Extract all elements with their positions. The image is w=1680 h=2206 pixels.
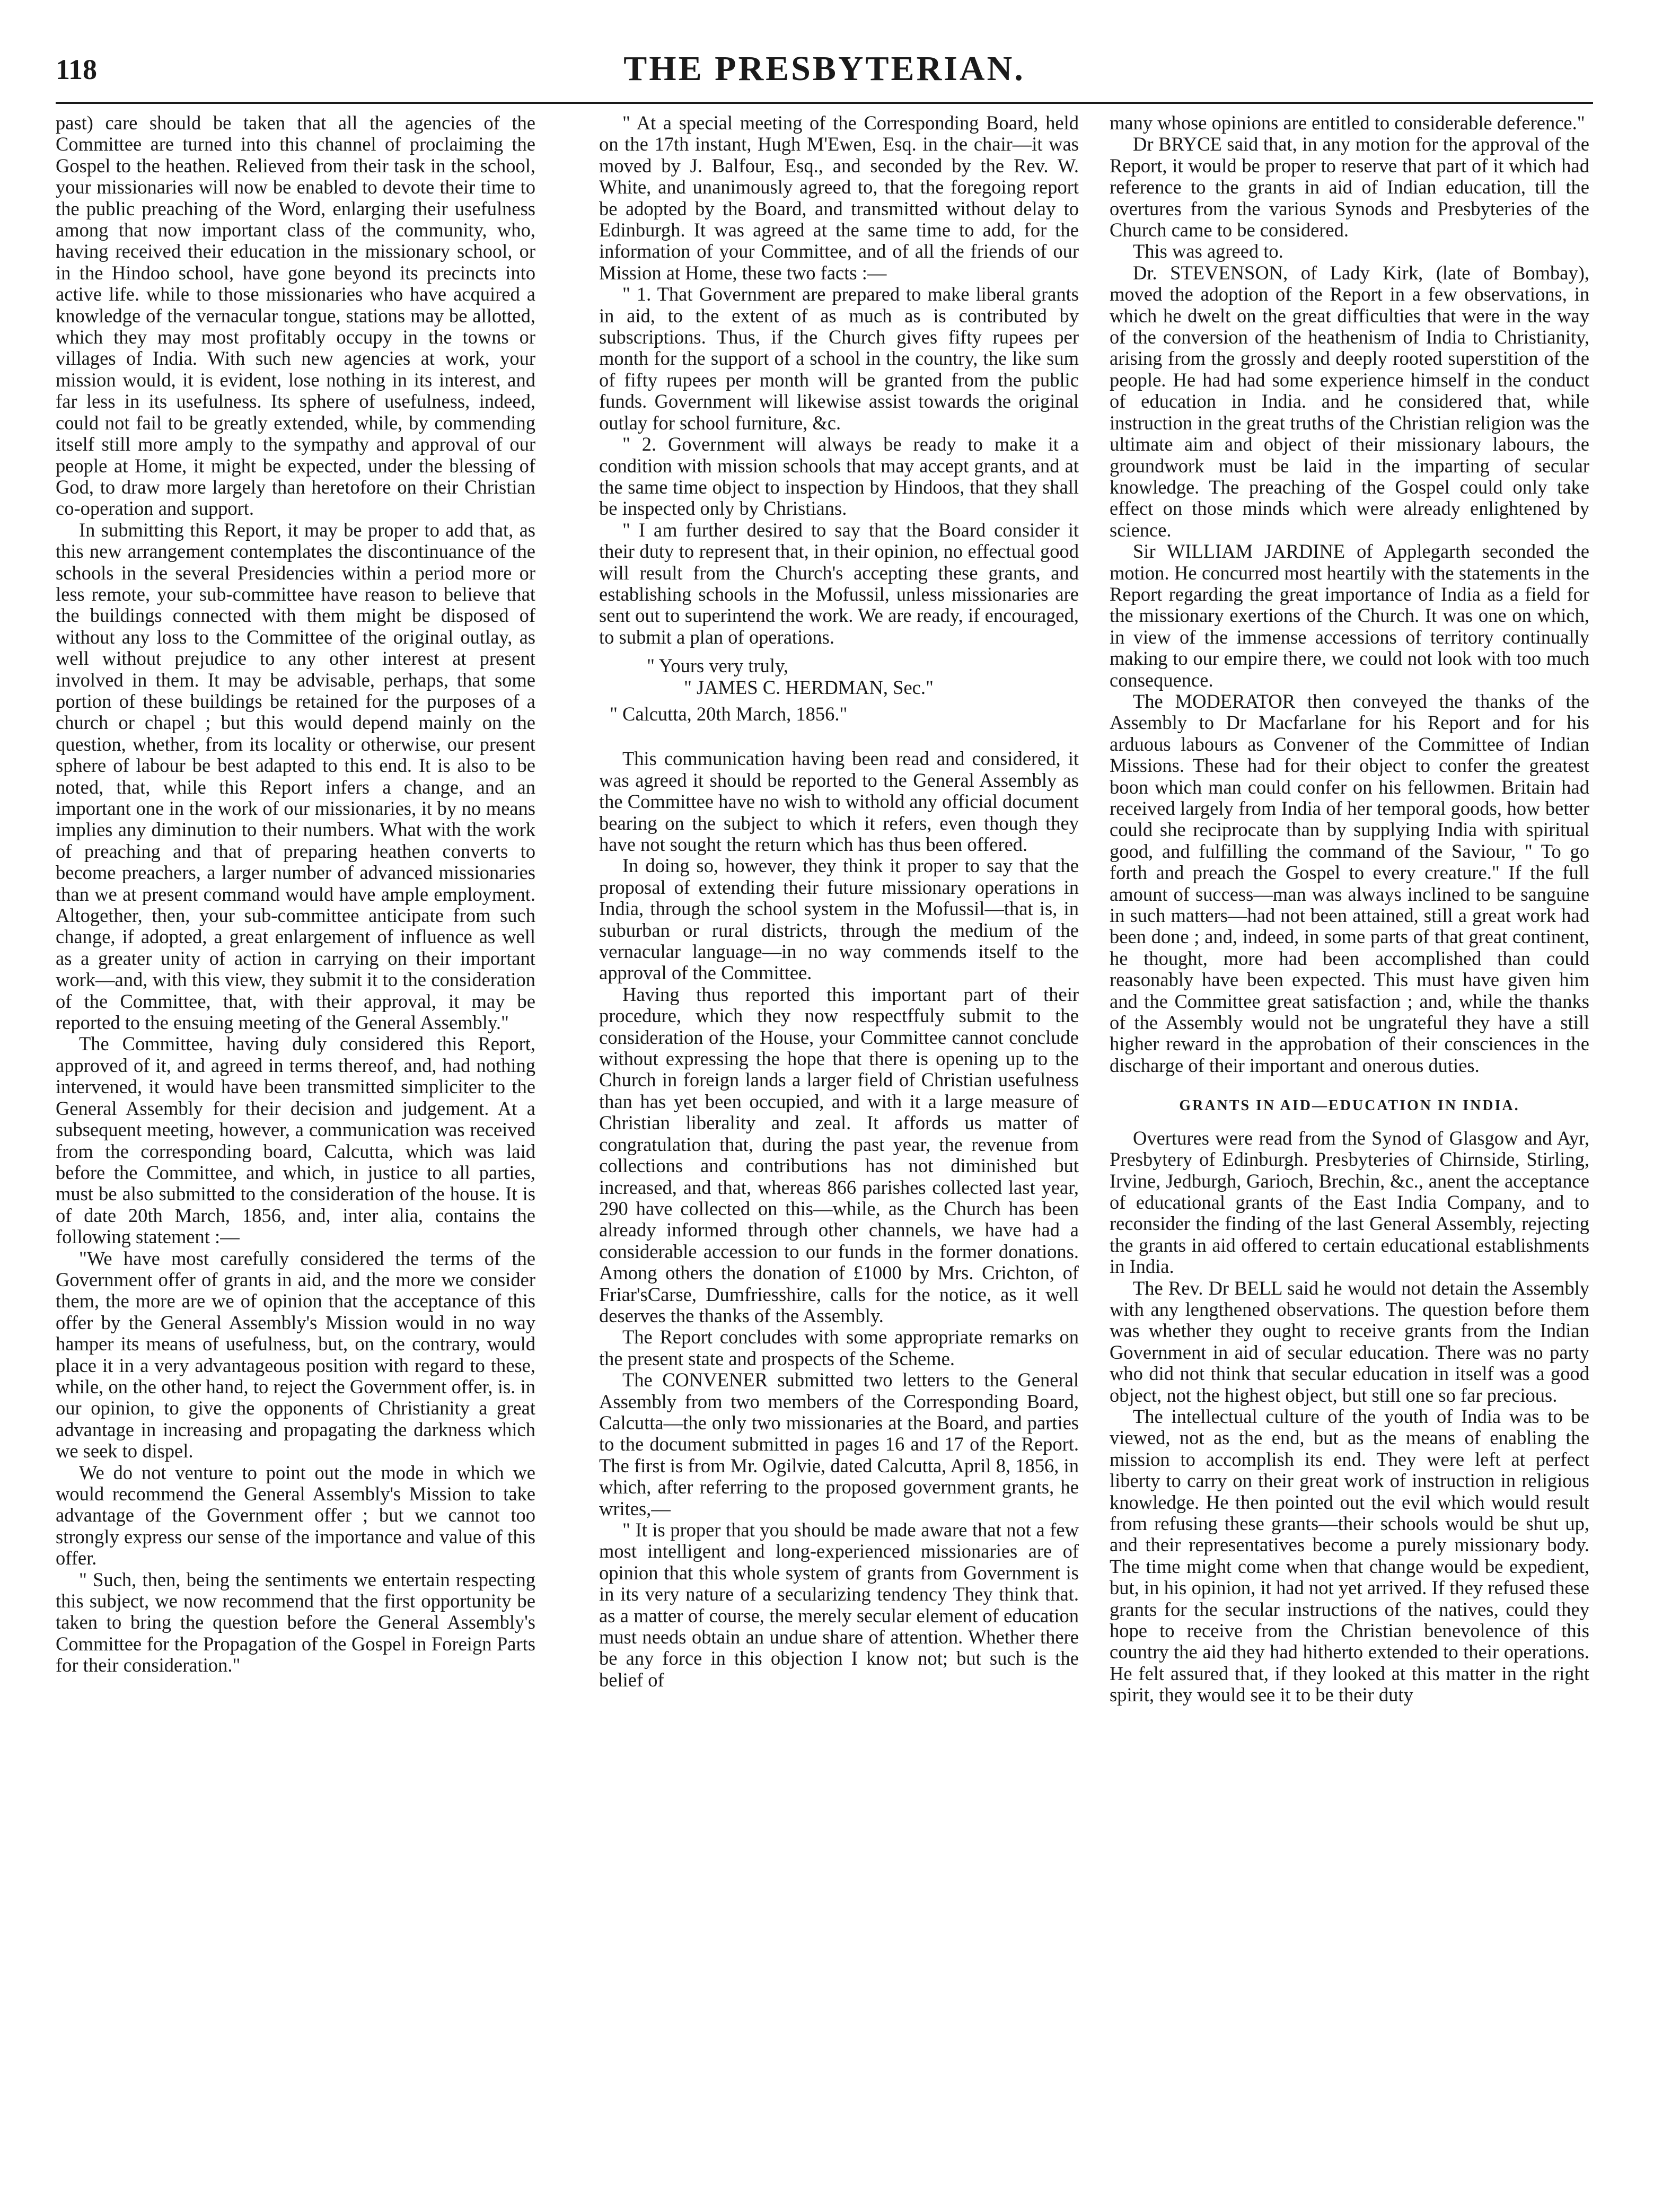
paragraph: past) care should be taken that all the agencies of the Committee are turned into this channel of proclaiming the Gospel to the heathen. Relieved from their task in the school, your missionaries will now be enabled to devote their time to the public preaching of the Word, enlarging their usefulness among that now important class of the community, who, having received their education in the missionary school, or in the Hindoo school, have gone beyond its precincts into active life. while to those missionaries who have acquired a knowledge of the vernacular tongue, stations may be allotted, which they may most profitably occupy in the towns or villages of India. With such new agencies at work, your mission would, it is evident, lose nothing in its interest, and far less in its usefulness. Its sphere of usefulness, indeed, could not fail to be greatly extended, while, by commending itself still more amply to the sympathy and approval of our people at Home, it might be expected, under the blessing of God, to draw more largely than heretofore on their Christian co-operation and support. [56, 112, 535, 520]
letter-signature: " JAMES C. HERDMAN, Sec." [684, 676, 934, 698]
paragraph: " 1. That Government are prepared to make liberal grants in aid, to the extent of as much as is contributed by subscriptions. Thus, if the Church gives fifty rupees per month for the support of a school in the country, the like sum of fifty rupees per month will be granted from the public funds. Government will likewise assist towards the original outlay for school furniture, &c. [599, 283, 1079, 434]
paragraph: Having thus reported this important part of their procedure, which they now respectffuly submit to the consideration of the House, your Committee cannot conclude without expressing the hope that there is opening up to the Church in foreign lands a larger field of Christian usefulness than has yet been occupied, and with it a large measure of Christian liberality and zeal. It affords us matter of congratulation that, during the past year, the revenue from collections and contributions has not diminished but increased, and that, whereas 866 parishes collected last year, 290 have collected on this—while, as the Church has been already informed through other channels, we have had a considerable accession to our funds in the former donations. Among others the donation of £1000 by Mrs. Crichton, of Friar'sCarse, Dumfriesshire, calls for the notice, as it well deserves the thanks of the Assembly. [599, 983, 1079, 1326]
paragraph: The MODERATOR then conveyed the thanks of the Assembly to Dr Macfarlane for his Report and for his arduous labours as Convener of the Committee of Indian Missions. These had for their object to confer the greatest boon which man could confer on his fellowmen. Britain had received largely from India of her temporal goods, how better could she reciprocate than by supplying India with spiritual good, and fulfilling the command of the Saviour, " To go forth and preach the Gospel to every creature." If the full amount of success—man was always inclined to be sanguine in such matters—had not been attained, still a great work had been done ; and, indeed, in some parts of that great continent, he thought, more had been accomplished than could reasonably have been expected. This must have given him and the Committee great satisfaction ; and, while the thanks of the Assembly would not be ungrateful they have a still higher reward in the approbation of their consciences in the discharge of their important and onerous duties. [1110, 690, 1589, 1076]
column-3 [1110, 112, 1589, 2180]
paragraph: The CONVENER submitted two letters to the General Assembly from two members of the Corresponding Board, Calcutta—the only two missionaries at the Board, and parties to the document submitted in pages 16 and 17 of the Report. The first is from Mr. Ogilvie, dated Calcutta, April 8, 1856, in which, after referring to the proposed government grants, he writes,— [599, 1369, 1079, 1519]
paragraph: " At a special meeting of the Corresponding Board, held on the 17th instant, Hugh M'Ewen, Esq. in the chair—it was moved by J. Balfour, Esq., and seconded by the Rev. W. White, and unanimously agreed to, that the foregoing report be adopted by the Board, and transmitted without delay to Edinburgh. It was agreed at the same time to add, for the information of your Committee, and of all the friends of our Mission at Home, these two facts :— [599, 112, 1079, 284]
paragraph: In doing so, however, they think it proper to say that the proposal of extending their future missionary operations in India, through the school system in the Mofussil—that is, in suburban or rural districts, through the medium of the vernacular language—in no way commends itself to the approval of the Committee. [599, 855, 1079, 984]
paragraph: In submitting this Report, it may be proper to add that, as this new arrangement contemplates the discontinuance of the schools in the several Presidencies within a period more or less remote, your sub-committee have reason to believe that the buildings connected with them might be disposed of without any loss to the Committee of the original outlay, as well without prejudice to any other interest at present involved in them. It may be advisable, perhaps, that some portion of these buildings be retained for the purposes of a church or chapel ; but this would depend mainly on the question, whether, from its locality or otherwise, our present sphere of labour be best adapted to this end. It is also to be noted, that, while this Report infers a change, and an important one in the work of our missionaries, it by no means implies any diminution to their numbers. What with the work of preaching and that of preparing heathen converts to become preachers, a larger number of advanced missionaries than we at present command would have ample employment. Altogether, then, your sub-committee anticipate from such change, if adopted, a great enlargement of influence as well as a greater unity of action in carrying on their important work—and, with this view, they submit it to the consideration of the Committee, that, with their approval, it may be reported to the ensuing meeting of the General Assembly." [56, 518, 535, 1034]
paragraph: The Report concludes with some appropriate remarks on the present state and prospects of the Scheme. [599, 1326, 1079, 1369]
paragraph: Dr. STEVENSON, of Lady Kirk, (late of Bombay), moved the adoption of the Report in a few observations, in which he dwelt on the great difficulties that were in the way of the conversion of the heathenism of India to Christianity, arising from the grossly and deeply rooted superstition of the people. He had had some experience himself in the conduct of education in India. and he considered that, while instruction in the great truths of the Christian religion was the ultimate aim and object of their missionary labours, the groundwork must be laid in the imparting of secular knowledge. The preaching of the Gospel could only take effect on those minds which were already enlightened by science. [1110, 261, 1589, 541]
paragraph: " I am further desired to say that the Board consider it their duty to represent that, in their opinion, no effectual good will result from the Church's accepting these grants, and establishing schools in the Mofussil, unless missionaries are sent out to superintend the work. We are ready, if encouraged, to submit a plan of operations. [599, 518, 1079, 648]
paragraph: This communication having been read and considered, it was agreed it should be reported to the General Assembly as the Committee have no wish to withold any official document bearing on the subject to which it refers, even though they have not sought the return which has thus been offered. [599, 748, 1079, 855]
paragraph: "We have most carefully considered the terms of the Government offer of grants in aid, and the more we consider them, the more are we of opinion that the acceptance of this offer by the General Assembly's Mission would in no way hamper its means of usefulness, but, on the contrary, would place it in a very advantageous position with regard to these, while, on the other hand, to reject the Government offer, is. in our opinion, to give the opponents of Christianity a great advantage in increasing and propagating the darkness which we seek to dispel. [56, 1247, 535, 1462]
page-number: 118 [56, 54, 98, 85]
page-header [56, 43, 1593, 104]
letter-dateline: " Calcutta, 20th March, 1856." [610, 702, 848, 725]
letter-closing: " Yours very truly, [647, 655, 789, 677]
paragraph: Dr BRYCE said that, in any motion for the approval of the Report, it would be proper to reserve that part of it which had reference to the grants in aid of Indian education, till the overtures from the various Synods and Presbyteries of the Church came to be considered. [1110, 133, 1589, 241]
paragraph: " Such, then, being the sentiments we entertain respecting this subject, we now recommend that the first opportunity be taken to bring the question before the General Assembly's Committee for the Propagation of the Gospel in Foreign Parts for their consideration." [56, 1568, 535, 1676]
paragraph: We do not venture to point out the mode in which we would recommend the General Assembly's Mission to take advantage of the Government offer ; but we cannot too strongly express our sense of the importance and value of this offer. [56, 1461, 535, 1569]
column-1 [56, 112, 535, 2180]
running-title: THE PRESBYTERIAN. [623, 49, 1025, 88]
paragraph: The Rev. Dr BELL said he would not detain the Assembly with any lengthened observations. The question before them was whether they ought to receive grants from the Indian Government in aid of secular education. There was no party who did not think that secular education in itself was a good object, not the highest object, but still one so far precious. [1110, 1277, 1589, 1406]
paragraph: Overtures were read from the Synod of Glasgow and Ayr, Presbytery of Edinburgh. Presbyteries of Chirnside, Stirling, Irvine, Jedburgh, Garioch, Brechin, &c., anent the acceptance of educational grants of the East India Company, and to reconsider the finding of the last General Assembly, rejecting the grants in aid offered to certain educational establishments in India. [1110, 1127, 1589, 1278]
paragraph: " It is proper that you should be made aware that not a few most intelligent and long-experienced missionaries are of opinion that this whole system of grants from Government is in its very nature of a secularizing tendency They think that. as a matter of course, the merely secular element of education must needs obtain an undue share of attention. Whether there be any force in this objection I know not; but such is the belief of [599, 1519, 1079, 1691]
column-2 [599, 112, 1079, 2180]
paragraph: The intellectual culture of the youth of India was to be viewed, not as the end, but as the means of enabling the mission to accomplish its end. They were left at perfect liberty to carry on their great work of instruction in religious knowledge. He then pointed out the evil which would result from refusing these grants—their schools would be shut up, and their representatives become a purely missionary body. The time might come when that change would be expedient, but, in his opinion, it had not yet arrived. If they refused these grants for the secular instructions of the natives, could they hope to receive from the Christian benevolence of this country the aid they had hitherto extended to their operations. He felt assured that, if they looked at this matter in the right spirit, they would see it to be their duty [1110, 1405, 1589, 1706]
paragraph: This was agreed to. [1133, 240, 1283, 262]
paragraph: " 2. Government will always be ready to make it a condition with mission schools that may accept grants, and at the same time object to inspection by Hindoos, that they shall be inspected only by Christians. [599, 433, 1079, 520]
section-heading: GRANTS IN AID—EDUCATION IN INDIA. [1179, 1097, 1520, 1114]
paragraph: many whose opinions are entitled to considerable deference." [1110, 112, 1585, 134]
paragraph: Sir WILLIAM JARDINE of Applegarth seconded the motion. He concurred most heartily with the statements in the Report regarding the great importance of India as a field for the missionary exertions of the Church. It was one on which, in view of the immense accessions of territory continually making to our empire there, we could not look with too much consequence. [1110, 540, 1589, 691]
paragraph: The Committee, having duly considered this Report, approved of it, and agreed in terms thereof, and, had nothing intervened, it would have been transmitted simpliciter to the General Assembly for their decision and judgement. At a subsequent meeting, however, a communication was received from the corresponding board, Calcutta, which was laid before the Committee, and which, in justice to all parties, must be also submitted to the consideration of the house. It is of date 20th March, 1856, and, inter alia, contains the following statement :— [56, 1033, 535, 1248]
